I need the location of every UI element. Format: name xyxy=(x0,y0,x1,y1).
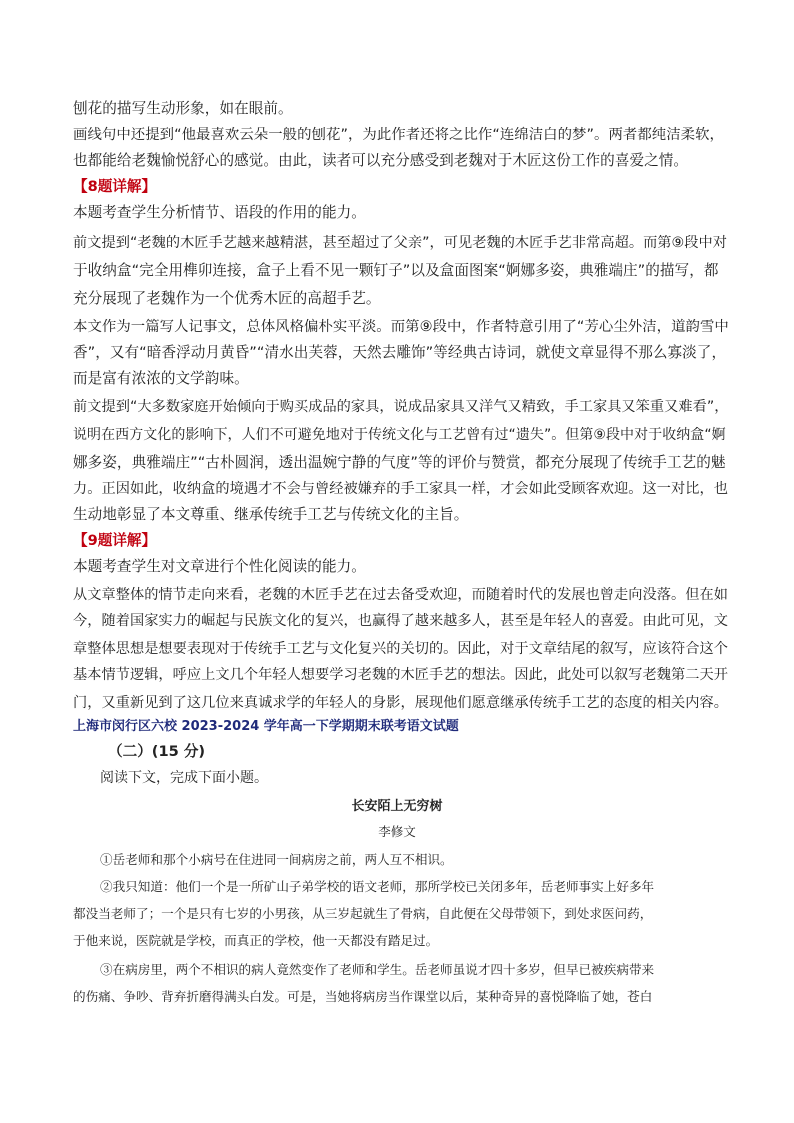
text-line: 充分展现了老魏作为一个优秀木匠的高超手艺。 xyxy=(73,290,381,307)
text-line: 前文提到“大多数家庭开始倾向于购买成品的家具，说成品家具又洋气又精致，手工家具又笨重又难看”， xyxy=(73,399,729,415)
text-line: 于收纳盒“完全用榫卯连接，盒子上看不见一颗钉子”以及盒面图案“婀娜多姿，典雅端庄”的描写，都 xyxy=(73,262,719,279)
article-title: 长安陌上无穷树 xyxy=(351,799,443,814)
article-author: 李修文 xyxy=(378,824,416,839)
text-line: 说明在西方文化的影响下，人们不可避免地对于传统文化与工艺曾有过“遗失”。但第⑨段中对于收纳盒“婀 xyxy=(73,427,726,443)
text-line: 本文作为一篇写人记事文，总体风格偏朴实平淡。而第⑨段中，作者特意引用了“芳心尘外洁，道韵雪中 xyxy=(73,319,729,335)
text-line: 基本情节逻辑，呼应上文几个年轻人想要学习老魏的木匠手艺的想法。因此，此处可以叙写老魏第二天开 xyxy=(73,667,728,683)
section-heading: （二）(15 分) xyxy=(108,743,206,760)
text-line: 刨花的描写生动形象，如在眼前。 xyxy=(73,100,293,117)
article-paragraph-line: ①岳老师和那个小病号在住进同一间病房之前，两人互不相识。 xyxy=(100,852,453,867)
text-line: 章整体思想是想要表现对于传统手工艺与文化复兴的关切的。因此，对于文章结尾的叙写，应该符合这个 xyxy=(73,641,728,657)
text-line: 门，又重新见到了这几位来真诚求学的年轻人的身影，展现他们愿意继承传统手工艺的态度的相关内容。 xyxy=(73,695,728,711)
text-line: 从文章整体的情节走向来看，老魏的木匠手艺在过去备受欢迎，而随着时代的发展也曾走向没落。但在如 xyxy=(73,587,728,603)
article-paragraph-line: ②我只知道：他们一个是一所矿山子弟学校的语文老师，那所学校已关闭多年，岳老师事实上好多年 xyxy=(100,879,655,894)
text-line: 力。正因如此，收纳盒的境遇才不会与曾经被嫌弃的手工家具一样，才会如此受顾客欢迎。这一对比，也 xyxy=(73,481,728,497)
text-line: 而是富有浓浓的文学韵味。 xyxy=(73,370,249,387)
text-line: 今，随着国家实力的崛起与民族文化的复兴，也赢得了越来越多人，甚至是年轻人的喜爱。由此可见，文 xyxy=(73,613,728,629)
text-line: 本题考查学生分析情节、语段的作用的能力。 xyxy=(73,204,366,221)
article-paragraph-line: ③在病房里，两个不相识的病人竟然变作了老师和学生。岳老师虽说才四十多岁，但早已被疾病带来 xyxy=(100,962,655,977)
source-line: 上海市闵行区六校 2023-2024 学年高一下学期期末联考语文试题 xyxy=(73,719,459,734)
text-line: 画线句中还提到“他最喜欢云朵一般的刨花”，为此作者还将之比作“连绵洁白的梦”。两者都纯洁柔软， xyxy=(73,127,724,143)
instruction: 阅读下文，完成下面小题。 xyxy=(100,770,268,786)
article-paragraph-line: 的伤痛、争吵、背弃折磨得满头白发。可是，当她将病房当作课堂以后，某种奇异的喜悦降临了她，苍白 xyxy=(73,989,653,1004)
text-line: 娜多姿，典雅端庄”“古朴圆润，透出温婉宁静的气度”等的评价与赞赏，都充分展现了传统手工艺的魅 xyxy=(73,454,726,471)
text-line: 生动地彰显了本文尊重、继承传统手工艺与传统文化的主旨。 xyxy=(73,506,469,523)
text-line: 本题考查学生对文章进行个性化阅读的能力。 xyxy=(73,558,366,575)
text-line: 也都能给老魏愉悦舒心的感觉。由此，读者可以充分感受到老魏对于木匠这份工作的喜爱之情。 xyxy=(73,152,689,169)
q8-heading: 【8题详解】 xyxy=(73,178,157,195)
article-paragraph-line: 都没当老师了；一个是只有七岁的小男孩，从三岁起就生了骨病，自此便在父母带领下，到处求医问药， xyxy=(73,906,653,921)
q9-heading: 【9题详解】 xyxy=(73,532,157,549)
text-line: 香”，又有“暗香浮动月黄昏”“清水出芙蓉，天然去雕饰”等经典古诗词，就使文章显得不那么寡淡了， xyxy=(73,344,727,361)
text-line: 前文提到“老魏的木匠手艺越来越精湛，甚至超过了父亲”，可见老魏的木匠手艺非常高超。而第⑨段中对 xyxy=(73,235,728,251)
article-paragraph-line: 于他来说，医院就是学校，而真正的学校，他一天都没有踏足过。 xyxy=(73,933,439,948)
